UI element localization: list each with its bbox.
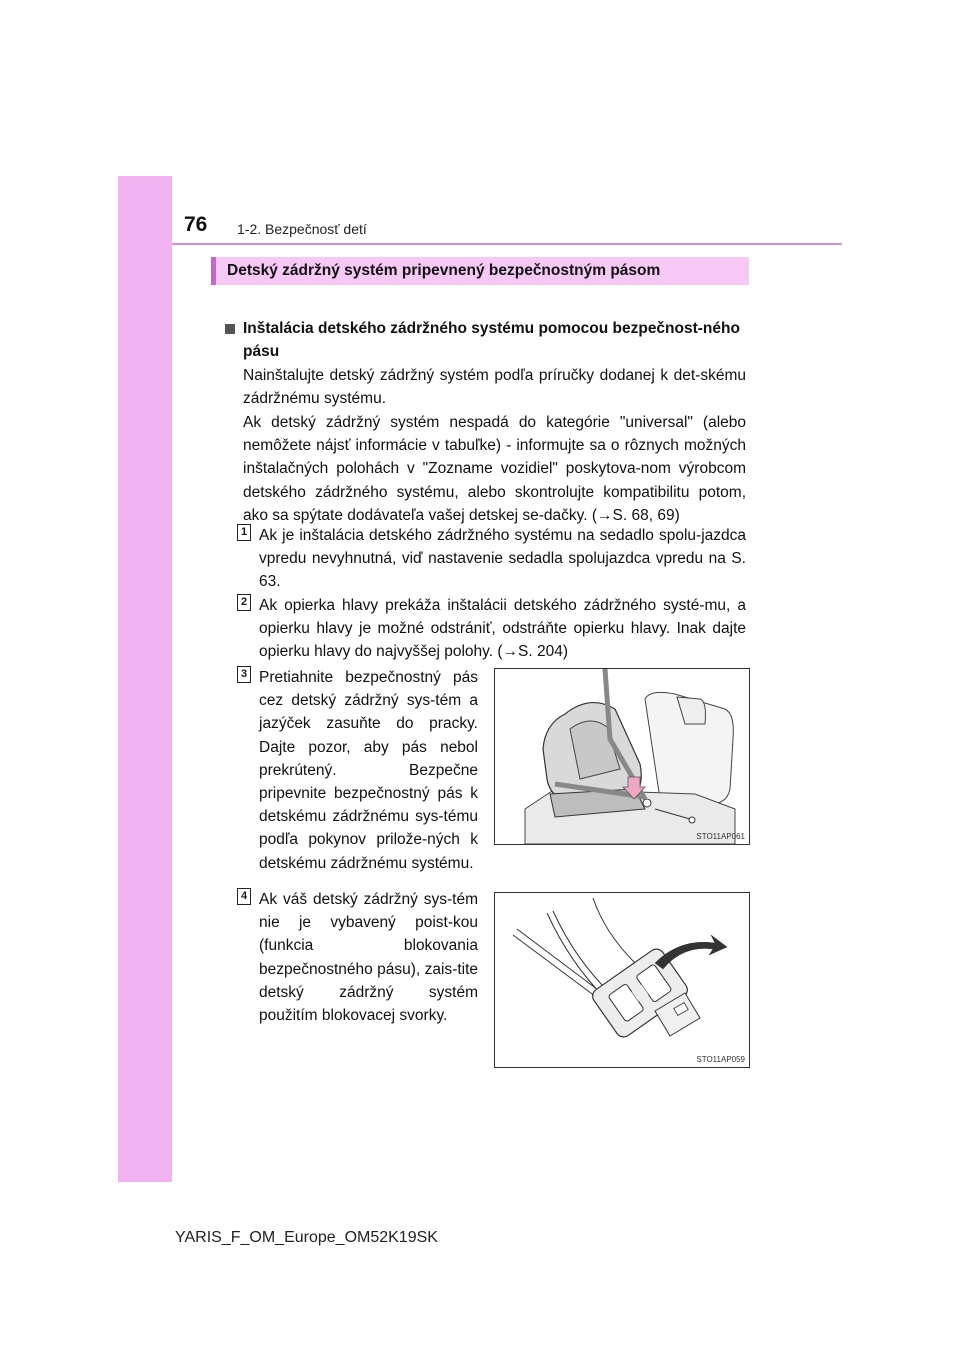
locking-clip-drawing xyxy=(495,893,750,1068)
locking-clip-illustration xyxy=(494,892,750,1068)
topic-bar-title: Detský zádržný systém pripevnený bezpečnostným pásom xyxy=(227,262,661,279)
step-text: Ak opierka hlavy prekáža inštalácii detského zádržného systé-mu, a opierku hlavy je možné odstrániť, odstráňte opierku hlavy. Inak dajte opierku hlavy do najvyššej polohy. (→S. 204) xyxy=(259,597,746,661)
subheading: Inštalácia detského zádržného systému pomocou bezpečnost-ného pásu xyxy=(243,320,740,361)
square-bullet-icon xyxy=(225,324,235,334)
figure-code: STO11AP059 xyxy=(696,1055,745,1064)
side-color-band xyxy=(118,176,172,1182)
section-title: 1-2. Bezpečnosť detí xyxy=(237,221,367,237)
topic-bar xyxy=(211,257,749,285)
step-number: 1 xyxy=(237,524,251,541)
intro-paragraph: Ak detský zádržný systém nespadá do kategórie "universal" (alebo nemôžete nájsť informácie v tabuľke) - informujte sa o rôznych možných inštalačných polohách v "Zozname vozidiel" poskytova-nom výrobcom detského zádržného systému, alebo skontrolujte kompatibilitu potom, ako sa spýtate dodávateľa vašej detskej se-dačky. (→S. 68, 69) xyxy=(243,414,746,524)
step-text: Ak váš detský zádržný sys-tém nie je vybavený poist-kou (funkcia blokovania bezpečnostného pásu), zais-tite detský zádržný systém použitím blokovacej svorky. xyxy=(259,891,478,1025)
figure-code: STO11AP061 xyxy=(696,832,745,841)
step-number: 2 xyxy=(237,594,251,611)
intro-paragraph: Nainštalujte detský zádržný systém podľa príručky dodanej k det-skému zádržnému systému. xyxy=(243,367,746,408)
page-number: 76 xyxy=(184,213,208,236)
step-text: Pretiahnite bezpečnostný pás cez detský zádržný sys-tém a jazýček zasuňte do pracky. Dajte pozor, aby pás nebol prekrútený. Bezpečne pripevnite bezpečnostný pás k detskému zádržnému sys-tému podľa pokynov prilože-ných k detskému zádržnému systému. xyxy=(259,669,478,872)
car-seat-illustration xyxy=(494,668,750,845)
header-rule xyxy=(172,243,842,245)
step-number: 4 xyxy=(237,888,251,905)
step-number: 3 xyxy=(237,666,251,683)
car-seat-drawing xyxy=(495,669,750,845)
step-text: Ak je inštalácia detského zádržného systému na sedadlo spolu-jazdca vpredu nevyhnutná, viď nastavenie sedadla spolujazdca vpredu na S. 63. xyxy=(259,527,746,591)
footer-document-code: YARIS_F_OM_Europe_OM52K19SK xyxy=(175,1229,438,1246)
